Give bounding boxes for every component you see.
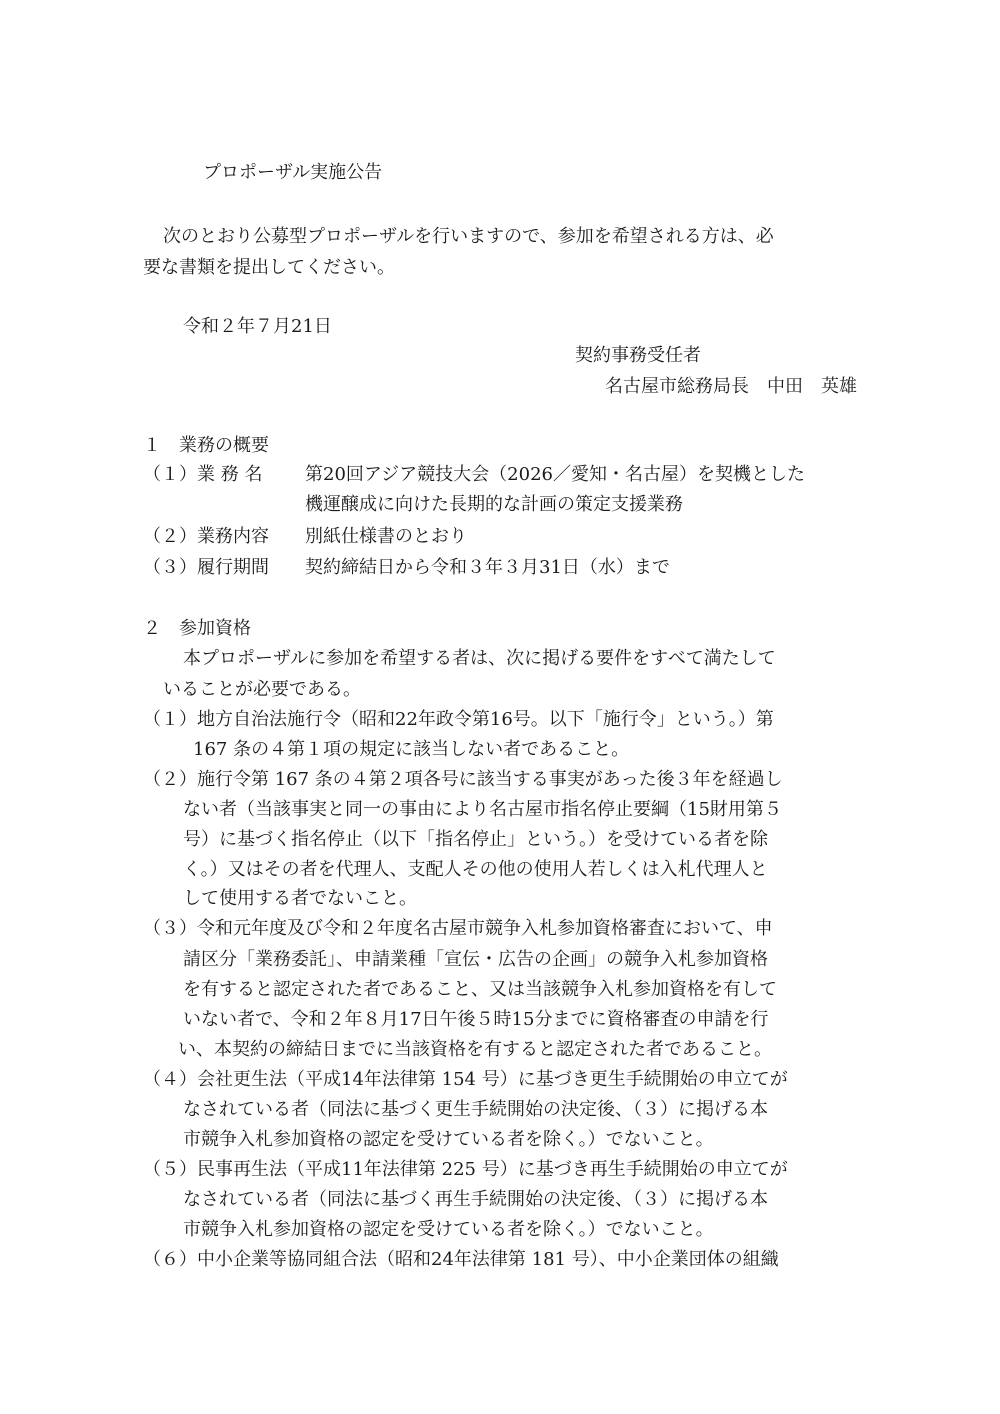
item-label-period: （３）履行期間 — [143, 557, 269, 578]
item-label-business-name: （１）業 務 名 — [143, 464, 263, 485]
intro-line-1: 次のとおり公募型プロポーザルを行いますので、参加を希望される方は、必 — [163, 226, 774, 247]
requirement-5-line-3: 市競争入札参加資格の認定を受けている者を除く。）でないこと。 — [183, 1219, 714, 1240]
issuer-role: 契約事務受任者 — [575, 345, 701, 366]
requirement-6-line-1: （６）中小企業等協同組合法（昭和24年法律第 181 号）、中小企業団体の組織 — [143, 1249, 779, 1270]
requirement-5-line-2: なされている者（同法に基づく再生手続開始の決定後、（３）に掲げる本 — [183, 1189, 768, 1210]
section2-intro-line-1: 本プロポーザルに参加を希望する者は、次に掲げる要件をすべて満たして — [183, 648, 776, 669]
section1-heading: １ 業務の概要 — [143, 435, 269, 456]
requirement-3-line-5: い、本契約の締結日までに当該資格を有すると認定された者であること。 — [178, 1039, 772, 1060]
issuer-name: 名古屋市総務局長 中田 英雄 — [605, 376, 857, 397]
requirement-3-line-1: （３）令和元年度及び令和２年度名古屋市競争入札参加資格審査において、申 — [143, 918, 773, 939]
item-value-business-content: 別紙仕様書のとおり — [305, 526, 467, 547]
requirement-4-line-2: なされている者（同法に基づく更生手続開始の決定後、（３）に掲げる本 — [183, 1099, 768, 1120]
requirement-3-line-4: いない者で、令和２年８月17日午後５時15分までに資格審査の申請を行 — [183, 1009, 769, 1030]
notice-date: 令和２年７月21日 — [183, 316, 332, 337]
section2-heading: ２ 参加資格 — [143, 618, 251, 639]
requirement-1-line-2: 167 条の４第１項の規定に該当しない者であること。 — [193, 739, 630, 760]
item-value-business-name: 第20回アジア競技大会（2026／愛知・名古屋）を契機とした — [305, 464, 805, 485]
requirement-4-line-3: 市競争入札参加資格の認定を受けている者を除く。）でないこと。 — [183, 1129, 714, 1150]
requirement-2-line-5: して使用する者でないこと。 — [183, 888, 417, 909]
requirement-3-line-2: 請区分「業務委託」、申請業種「宣伝・広告の企画」の競争入札参加資格 — [183, 949, 768, 970]
requirement-4-line-1: （４）会社更生法（平成14年法律第 154 号）に基づき更生手続開始の申立てが — [143, 1069, 788, 1090]
requirement-2-line-4: く。）又はその者を代理人、支配人その他の使用人若しくは入札代理人と — [183, 859, 768, 880]
item-value-business-name-cont: 機運醸成に向けた長期的な計画の策定支援業務 — [305, 494, 683, 515]
requirement-2-line-1: （２）施行令第 167 条の４第２項各号に該当する事実があった後３年を経過し — [143, 769, 783, 790]
page-title: プロポーザル実施公告 — [203, 162, 383, 183]
section2-intro-line-2: いることが必要である。 — [163, 679, 361, 700]
intro-line-2: 要な書類を提出してください。 — [143, 257, 395, 278]
requirement-3-line-3: を有すると認定された者であること、又は当該競争入札参加資格を有して — [183, 979, 777, 1000]
item-value-period: 契約締結日から令和３年３月31日（水）まで — [305, 557, 670, 578]
requirement-2-line-3: 号）に基づく指名停止（以下「指名停止」という。）を受けている者を除 — [183, 829, 768, 850]
requirement-5-line-1: （５）民事再生法（平成11年法律第 225 号）に基づき再生手続開始の申立てが — [143, 1159, 788, 1180]
item-label-business-content: （２）業務内容 — [143, 526, 269, 547]
requirement-1-line-1: （１）地方自治法施行令（昭和22年政令第16号。以下「施行令」という。）第 — [143, 709, 774, 730]
requirement-2-line-2: ない者（当該事実と同一の事由により名古屋市指名停止要綱（15財用第５ — [183, 799, 782, 820]
